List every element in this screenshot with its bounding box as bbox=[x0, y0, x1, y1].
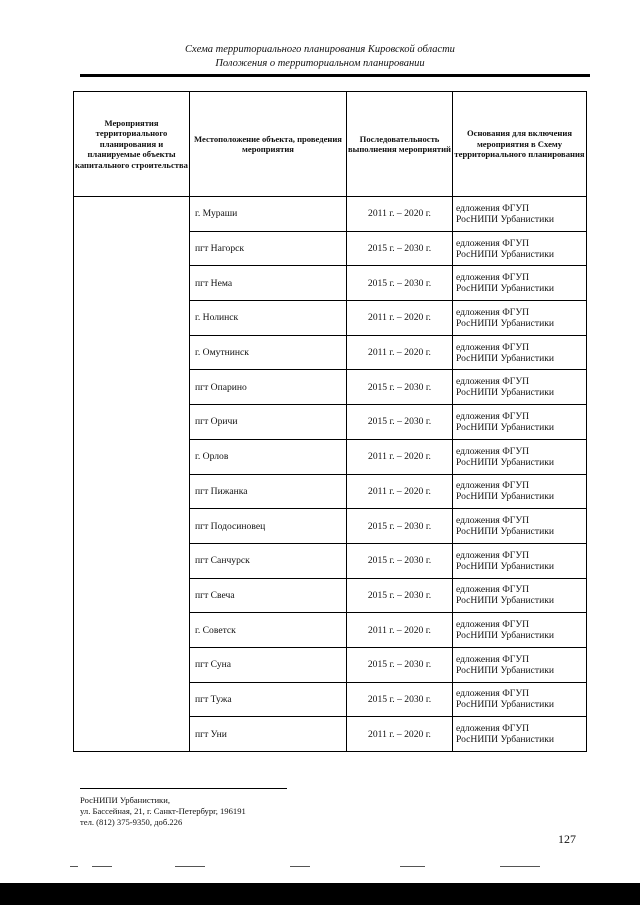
location-cell: г. Советск bbox=[190, 613, 347, 648]
period-cell: 2015 г. – 2030 г. bbox=[347, 266, 453, 301]
location-cell: пгт Тужа bbox=[190, 682, 347, 717]
period-cell: 2015 г. – 2030 г. bbox=[347, 647, 453, 682]
planning-table bbox=[73, 91, 587, 752]
basis-line-2: РосНИПИ Урбанистики bbox=[456, 699, 555, 711]
basis-line-1: едложения ФГУП bbox=[456, 272, 530, 284]
column-header-sequence: Последовательность выполнения мероприятий bbox=[347, 92, 453, 197]
basis-cell bbox=[453, 543, 587, 578]
period-cell: 2011 г. – 2020 г. bbox=[347, 335, 453, 370]
header-rule bbox=[80, 74, 590, 77]
footer-phone: тел. (812) 375-9350, доб.226 bbox=[80, 817, 183, 827]
basis-line-2: РосНИПИ Урбанистики bbox=[456, 387, 555, 399]
basis-line-2: РосНИПИ Урбанистики bbox=[456, 526, 555, 538]
location-cell: пгт Пижанка bbox=[190, 474, 347, 509]
location-cell: пгт Нагорск bbox=[190, 231, 347, 266]
basis-line-1: едложения ФГУП bbox=[456, 653, 530, 665]
scan-bottom-bar bbox=[0, 883, 640, 905]
location-cell: пгт Нема bbox=[190, 266, 347, 301]
basis-line-2: РосНИПИ Урбанистики bbox=[456, 283, 555, 295]
basis-cell bbox=[453, 509, 587, 544]
document-header-subtitle: Положения о территориальном планировании bbox=[215, 58, 425, 69]
basis-line-2: РосНИПИ Урбанистики bbox=[456, 317, 555, 329]
location-cell: пгт Свеча bbox=[190, 578, 347, 613]
basis-line-1: едложения ФГУП bbox=[456, 723, 530, 735]
period-cell: 2015 г. – 2030 г. bbox=[347, 682, 453, 717]
column-header-location: Местоположение объекта, проведения мероприятия bbox=[190, 92, 347, 197]
basis-line-2: РосНИПИ Урбанистики bbox=[456, 352, 555, 364]
basis-cell bbox=[453, 335, 587, 370]
basis-line-1: едложения ФГУП bbox=[456, 202, 530, 214]
period-cell: 2015 г. – 2030 г. bbox=[347, 543, 453, 578]
basis-line-1: едложения ФГУП bbox=[456, 410, 530, 422]
basis-line-2: РосНИПИ Урбанистики bbox=[456, 560, 555, 572]
period-cell: 2011 г. – 2020 г. bbox=[347, 717, 453, 752]
period-cell: 2015 г. – 2030 г. bbox=[347, 509, 453, 544]
basis-cell bbox=[453, 682, 587, 717]
basis-cell bbox=[453, 370, 587, 405]
period-cell: 2011 г. – 2020 г. bbox=[347, 439, 453, 474]
location-cell: г. Омутнинск bbox=[190, 335, 347, 370]
location-cell: пгт Санчурск bbox=[190, 543, 347, 578]
scan-artifact bbox=[290, 866, 310, 867]
basis-line-1: едложения ФГУП bbox=[456, 688, 530, 700]
basis-line-1: едложения ФГУП bbox=[456, 584, 530, 596]
basis-line-2: РосНИПИ Урбанистики bbox=[456, 664, 555, 676]
basis-cell bbox=[453, 405, 587, 440]
location-cell: пгт Суна bbox=[190, 647, 347, 682]
footer-rule bbox=[80, 788, 287, 789]
basis-line-2: РосНИПИ Урбанистики bbox=[456, 630, 555, 642]
basis-line-1: едложения ФГУП bbox=[456, 480, 530, 492]
scan-artifact bbox=[175, 866, 205, 867]
period-cell: 2011 г. – 2020 г. bbox=[347, 474, 453, 509]
basis-cell bbox=[453, 613, 587, 648]
basis-cell bbox=[453, 647, 587, 682]
basis-line-1: едложения ФГУП bbox=[456, 306, 530, 318]
period-cell: 2015 г. – 2030 г. bbox=[347, 231, 453, 266]
table-header-row bbox=[74, 92, 587, 197]
basis-cell bbox=[453, 717, 587, 752]
column-header-measures: Мероприятия территориального планирования и планируемые объекты капитального строительства bbox=[74, 92, 190, 197]
scan-artifact bbox=[70, 866, 78, 867]
basis-line-2: РосНИПИ Урбанистики bbox=[456, 213, 555, 225]
period-cell: 2011 г. – 2020 г. bbox=[347, 301, 453, 336]
basis-line-2: РосНИПИ Урбанистики bbox=[456, 421, 555, 433]
location-cell: пгт Опарино bbox=[190, 370, 347, 405]
basis-cell bbox=[453, 439, 587, 474]
period-cell: 2015 г. – 2030 г. bbox=[347, 370, 453, 405]
basis-line-1: едложения ФГУП bbox=[456, 549, 530, 561]
basis-line-1: едложения ФГУП bbox=[456, 237, 530, 249]
location-cell: г. Нолинск bbox=[190, 301, 347, 336]
location-cell: пгт Оричи bbox=[190, 405, 347, 440]
basis-cell bbox=[453, 301, 587, 336]
basis-line-1: едложения ФГУП bbox=[456, 341, 530, 353]
basis-line-2: РосНИПИ Урбанистики bbox=[456, 456, 555, 468]
footer-address: ул. Бассейная, 21, г. Санкт-Петербург, 196191 bbox=[80, 806, 246, 816]
location-cell: г. Орлов bbox=[190, 439, 347, 474]
basis-line-2: РосНИПИ Урбанистики bbox=[456, 595, 555, 607]
footer-org: РосНИПИ Урбанистики, bbox=[80, 795, 170, 805]
scan-artifact bbox=[500, 866, 540, 867]
column-header-basis: Основания для включения мероприятия в Схему территориального планирования bbox=[453, 92, 587, 197]
basis-line-2: РосНИПИ Урбанистики bbox=[456, 491, 555, 503]
basis-line-2: РосНИПИ Урбанистики bbox=[456, 734, 555, 746]
location-cell: г. Мураши bbox=[190, 197, 347, 232]
table-row bbox=[74, 197, 587, 232]
location-cell: пгт Уни bbox=[190, 717, 347, 752]
basis-cell bbox=[453, 266, 587, 301]
basis-line-1: едложения ФГУП bbox=[456, 376, 530, 388]
document-header-title: Схема территориального планирования Кировской области bbox=[185, 44, 455, 55]
scan-artifact bbox=[400, 866, 425, 867]
basis-cell bbox=[453, 231, 587, 266]
scan-artifact bbox=[92, 866, 112, 867]
basis-line-1: едложения ФГУП bbox=[456, 515, 530, 527]
basis-cell bbox=[453, 197, 587, 232]
period-cell: 2015 г. – 2030 г. bbox=[347, 405, 453, 440]
period-cell: 2011 г. – 2020 г. bbox=[347, 197, 453, 232]
measures-cell bbox=[74, 197, 190, 752]
period-cell: 2011 г. – 2020 г. bbox=[347, 613, 453, 648]
location-cell: пгт Подосиновец bbox=[190, 509, 347, 544]
basis-line-2: РосНИПИ Урбанистики bbox=[456, 248, 555, 260]
page-number: 127 bbox=[558, 832, 576, 846]
basis-cell bbox=[453, 578, 587, 613]
basis-line-1: едложения ФГУП bbox=[456, 445, 530, 457]
basis-line-1: едложения ФГУП bbox=[456, 619, 530, 631]
period-cell: 2015 г. – 2030 г. bbox=[347, 578, 453, 613]
basis-cell bbox=[453, 474, 587, 509]
